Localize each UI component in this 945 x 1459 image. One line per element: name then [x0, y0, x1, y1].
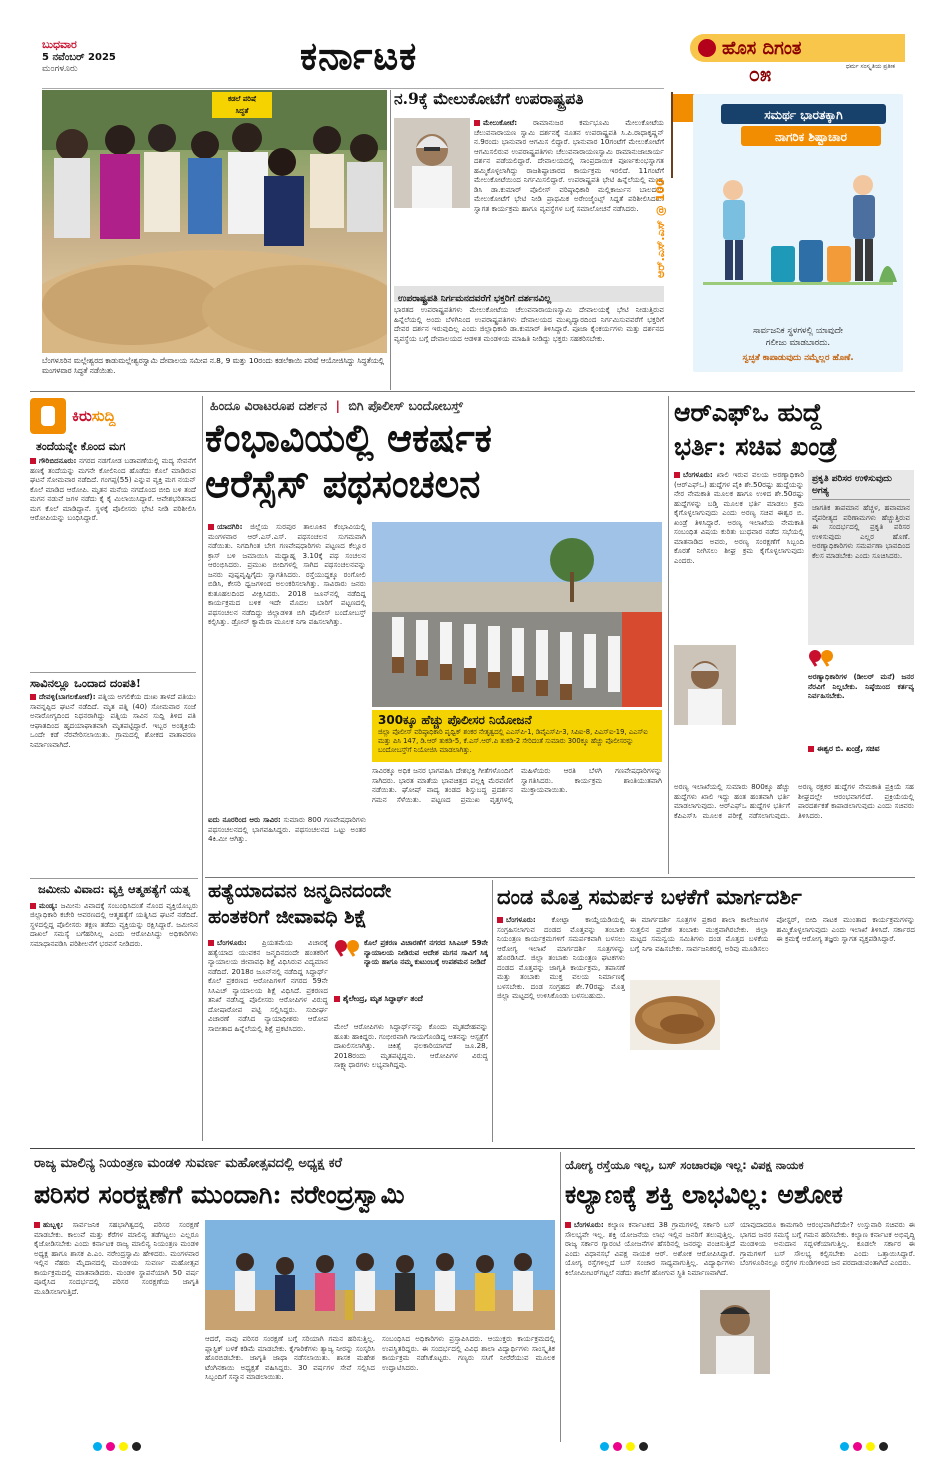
murder-quote-author-text: ಶೈಲೇಂದ್ರ, ಮೃತ ಸಿದ್ಧಾರ್ಥ್ ತಂದೆ: [343, 994, 423, 1003]
lead-body-text: ಜಿಲ್ಲೆಯ ಸುರಪುರ ತಾಲೂಕಿನ ಕೆಂಭಾವಿಯಲ್ಲಿ ಮಂಗಳವಾರ ಆರ್.ಎಸ್.ಎಸ್. ಪಥಸಂಚಲನ ಸುಗಮವಾಗಿ ನಡೆಯಿತು. ನಿಗದಿಗಿಂತ ಬೇಗ ಗಣವೇಷಧಾರಿಗಳು ಪಟ್ಟಣದ ಕೆಲ್ಲೂರ ಕ್ರಾಸ್ ಬಳಿ ಜಮಾಯಿಸಿ ಮಧ್ಯಾಹ್ನ 3.10ಕ್ಕೆ ಪಥ ಸಂಚಲನ ಆರಂಭಿಸಿದರು. ಪ್ರಮುಖ ಬೀದಿಗಳಲ್ಲಿ ಸಾಗಿದ ಪಥಸಂಚಲನವನ್ನು ಜನರು ಪುಷ್ಪವೃಷ್ಟಿಗೈದು ಸ್ವಾಗತಿಸಿದರು. ರಸ್ತೆಯುದ್ದಕ್ಕೂ ರಂಗೋಲಿ ಬಿಡಿಸಿ, ಕೇಸರಿ ಧ್ವಜಗಳಿಂದ ಅಲಂಕರಿಸಲಾಗಿತ್ತು. ಸಾವಿರಾರು ಜನರು ಕುತೂಹಲದಿಂದ ವೀಕ್ಷಿಸಿದರು. 2018 ಜೂನ್‌ನಲ್ಲಿ ನಡೆದಿದ್ದ ಕಾರ್ಯಕ್ರಮದ ಬಳಿಕ ಇದೇ ಮೊದಲ ಬಾರಿಗೆ ಪಟ್ಟಣದಲ್ಲಿ ಪಥಸಂಚಲನ ನಡೆದಿದ್ದು ಜಿಲ್ಲಾಡಳಿತ ಬಿಗಿ ಪೊಲೀಸ್ ಬಂದೋಬಸ್ತ್ ಕಲ್ಪಿಸಿತ್ತು. ಡ್ರೋನ್ ಕ್ಯಾಮೆರಾ ಮೂಲಕ ನಿಗಾ ವಹಿಸಲಾಗಿತ್ತು.: [208, 522, 366, 626]
lead-dateline: ಯಾದಗಿರಿ:: [217, 522, 243, 531]
issue-city: ಮಂಗಳೂರು: [42, 64, 78, 75]
lead-body-col2: ಸಾವಿರಕ್ಕೂ ಅಧಿಕ ಜನರ ಭಾಗವಹಿಸಿ ದೇಶಭಕ್ತಿ ಗೀತೆಗಳೊಂದಿಗೆ ಸಾಗಿದರು. ಭಾರತ ಮಾತೆಯ ಭಾವಚಿತ್ರದ ಪಲ್ಲಕ್ಕಿ ಮೆರವಣಿಗೆ ನಡೆಯಿತು. ಘೋಷ್ ವಾದ್ಯ ತಂಡದ ಶಿಸ್ತುಬದ್ಧ ಪ್ರದರ್ಶನ ಗಮನ ಸೆಳೆಯಿತು. ಪಟ್ಟಣದ ಪ್ರಮುಖ ವೃತ್ತಗಳಲ್ಲಿ ಮಹಿಳೆಯರು ಆರತಿ ಬೆಳಗಿ ಗಣವೇಷಧಾರಿಗಳನ್ನು ಸ್ವಾಗತಿಸಿದರು. ಕಾರ್ಯಕ್ರಮ ಶಾಂತಿಯುತವಾಗಿ ಮುಕ್ತಾಯವಾಯಿತು.: [372, 766, 662, 804]
kiru-item3-text: ಜಮೀನು ವಿವಾದಕ್ಕೆ ಸಂಬಂಧಿಸಿದಂತೆ ನೊಂದ ವ್ಯಕ್ತಿಯೊಬ್ಬರು ಜಿಲ್ಲಾಧಿಕಾರಿ ಕಚೇರಿ ಆವರಣದಲ್ಲಿ ಆತ್ಮಹತ್ಯೆಗೆ ಯತ್ನಿಸಿದ ಘಟನೆ ನಡೆದಿದೆ. ಸ್ಥಳದಲ್ಲಿದ್ದ ಪೊಲೀಸರು ತಕ್ಷಣ ತಡೆದು ವ್ಯಕ್ತಿಯನ್ನು ರಕ್ಷಿಸಿದ್ದಾರೆ. ಜಮೀನಿನ ದಾಖಲೆ ಸಮಸ್ಯೆ ಬಗೆಹರಿಸಿಲ್ಲ ಎಂದು ಆರೋಪಿಸಿದ್ದು ಅಧಿಕಾರಿಗಳು ಸಮಾಧಾನಪಡಿಸಿ ಪರಿಶೀಲನೆಗೆ ಭರವಸೆ ನೀಡಿದರು.: [30, 900, 198, 948]
kiru-item2-body: [30, 692, 196, 864]
recycle-bins-illustration: [693, 150, 903, 320]
kirusuddi-column: [30, 396, 198, 874]
bullet-icon: [208, 524, 214, 530]
rfo-dateline: ಬೆಂಗಳೂರು:: [683, 470, 713, 479]
column-divider: [560, 1152, 561, 1442]
kiru-item3-dateline: ಮಂಡ್ಯ:: [39, 900, 58, 910]
tobacco-body-text: ಕೋಟ್ಪಾ ಕಾಯ್ದೆಯಡಿಯಲ್ಲಿ ಸಂಗ್ರಹಿಸಲಾಗುವ ದಂಡದ ಮೊತ್ತವನ್ನು ತಂಬಾಕು ನಿಯಂತ್ರಣ ಕಾರ್ಯಕ್ರಮಗಳಿಗೆ ಸಮರ್ಪಕವಾಗಿ ಬಳಸಲು ಆರೋಗ್ಯ ಇಲಾಖೆ ಮಾರ್ಗದರ್ಶಿ ಸೂತ್ರಗಳನ್ನು ಹೊರಡಿಸಿದೆ. ಜಿಲ್ಲಾ ತಂಬಾಕು ನಿಯಂತ್ರಣ ಘಟಕಗಳು ದಂಡದ ಮೊತ್ತವನ್ನು ಜಾಗೃತಿ ಕಾರ್ಯಕ್ರಮ, ತಪಾಸಣೆ ಮತ್ತು ತಂಬಾಕು ಮುಕ್ತ ವಲಯ ನಿರ್ಮಾಣಕ್ಕೆ ಬಳಸಬೇಕು. ದಂಡ ಸಂಗ್ರಹದ ಶೇ.70ರಷ್ಟು ಮೊತ್ತ ಜಿಲ್ಲಾ ಮಟ್ಟದಲ್ಲಿ ಉಳಿಸಿಕೊಂಡು ಬಳಸಬಹುದು.: [497, 915, 625, 1000]
rfo-body: [674, 470, 804, 640]
promo-msg-3: ಸ್ವಚ್ಛತೆ ಕಾಪಾಡುವುದು ನಮ್ಮೆಲ್ಲರ ಹೊಣೆ.: [742, 353, 854, 363]
kiru-item3-title: ಜಮೀನು ವಿವಾದ: ವ್ಯಕ್ತಿ ಆತ್ಮಹತ್ಯೆಗೆ ಯತ್ನ: [30, 878, 198, 898]
registration-dot: [879, 1442, 888, 1451]
promo-title-1: [721, 104, 886, 124]
tobacco-body2: ಈ ಮಾರ್ಗದರ್ಶಿ ಸೂತ್ರಗಳ ಪ್ರಕಾರ ಶಾಲಾ ಕಾಲೇಜುಗಳ ಸುತ್ತಲಿನ ಪ್ರದೇಶ ತಂಬಾಕು ಮುಕ್ತವಾಗಿರಬೇಕು. ಜಿಲ್ಲಾ ಮಟ್ಟದ ಸಮನ್ವಯ ಸಮಿತಿಗಳು ದಂಡ ಮೊತ್ತದ ಬಳಕೆಯ ಬಗ್ಗೆ ನಿಗಾ ವಹಿಸಬೇಕು. ಸಾರ್ವಜನಿಕರಲ್ಲಿ ಅರಿವು ಮೂಡಿಸಲು ಪೋಸ್ಟರ್, ಬೀದಿ ನಾಟಕ ಮುಂತಾದ ಕಾರ್ಯಕ್ರಮಗಳನ್ನು ಹಮ್ಮಿಕೊಳ್ಳಲಾಗುವುದು ಎಂದು ಇಲಾಖೆ ತಿಳಿಸಿದೆ. ಸರ್ಕಾರದ ಈ ಕ್ರಮಕ್ಕೆ ಆರೋಗ್ಯ ತಜ್ಞರು ಸ್ವಾಗತ ವ್ಯಕ್ತಪಡಿಸಿದ್ದಾರೆ.: [630, 915, 915, 953]
brand-tagline: ಧರ್ಮ ಸಂಸ್ಕೃತಿಯ ಪ್ರತೀಕ: [845, 63, 895, 70]
brand-name: ಹೊಸ ದಿಗಂತ: [722, 37, 802, 59]
police-box-body: ಜಿಲ್ಲಾ ಪೊಲೀಸ್ ವರಿಷ್ಠಾಧಿಕಾರಿ ಪೃಥ್ವಿಕ್ ಶಂಕರ ನೇತೃತ್ವದಲ್ಲಿ ಎಎಸ್‌ಪಿ-1, ಡಿವೈಎಸ್‌ಪಿ-3, ಸಿಪಿಐ-8, ಪಿಎಸ್‌ಐ-19, ಎಎಸ್‌ಐ ಮತ್ತು ಪಿಸಿ 147, ಡಿ.ಆರ್ ತುಕಡಿ-5, ಕೆ.ಎಸ್.ಆರ್.ಪಿ ತುಕಡಿ-2 ಸೇರಿದಂತೆ ಸುಮಾರು 300ಕ್ಕೂ ಹೆಚ್ಚು ಪೊಲೀಸರನ್ನು ಬಂದೋಬಸ್ತ್‌ಗೆ ನಿಯೋಜಿಸಿ ಮಾಡಲಾಗಿತ್ತು.: [378, 728, 648, 754]
rfo-quote-author-text: ಈಶ್ವರ ಬಿ. ಖಂಡ್ರೆ, ಸಚಿವ: [817, 744, 880, 753]
pollution-body-text: ಸಾರ್ವಜನಿಕ ಸಹಭಾಗಿತ್ವದಲ್ಲಿ ಪರಿಸರ ಸಂರಕ್ಷಣೆ ಮಾಡಬೇಕು. ಕಾಲುವೆ ಮತ್ತು ಕೆರೆಗಳ ಮಾಲಿನ್ಯ ತಡೆಗಟ್ಟಲು ಎಲ್ಲರೂ ಕೈಜೋಡಿಸಬೇಕು ಎಂದು ಕರ್ನಾಟಕ ರಾಜ್ಯ ಮಾಲಿನ್ಯ ನಿಯಂತ್ರಣ ಮಂಡಳಿ ಅಧ್ಯಕ್ಷ ಹಾಗೂ ಶಾಸಕ ಪಿ.ಎಂ. ನರೇಂದ್ರಸ್ವಾಮಿ ಹೇಳಿದರು. ಮಂಗಳವಾರ ಇಲ್ಲಿನ ನೆಹರು ಮೈದಾನದಲ್ಲಿ ಮಂಡಳಿಯ ಸುವರ್ಣ ಮಹೋತ್ಸವ ಕಾರ್ಯಕ್ರಮದಲ್ಲಿ ಮಾತನಾಡಿದರು. ಮಂಡಳಿ ಸ್ಥಾಪನೆಯಾಗಿ 50 ವರ್ಷ ಪೂರೈಸಿದ ಸಂದರ್ಭದಲ್ಲಿ ಪರಿಸರ ಸಂರಕ್ಷಣೆಯ ಜಾಗೃತಿ ಮೂಡಿಸಲಾಗುತ್ತಿದೆ.: [34, 1220, 199, 1296]
khandre-portrait: [674, 645, 736, 725]
promo-msg-1: ಸಾರ್ವಜನಿಕ ಸ್ಥಳಗಳಲ್ಲಿ ಯಾವುದೇ: [753, 326, 843, 336]
promo-panel: [654, 88, 911, 375]
rfo-quote-author: [808, 744, 914, 754]
lead-headline-2: ಆರೆಸ್ಸೆಸ್ ಪಥಸಂಚಲನ: [205, 461, 481, 506]
vp-subhead-bar: [394, 286, 664, 302]
vp-body: [394, 118, 664, 283]
khandre-portrait-illustration: [674, 645, 736, 725]
registration-dot: [840, 1442, 849, 1451]
registration-dot: [106, 1442, 115, 1451]
ashok-dateline: ಬೆಂಗಳೂರು:: [574, 1220, 604, 1229]
kirusuddi-label-a: ಕಿರು: [72, 407, 92, 425]
registration-dot: [93, 1442, 102, 1451]
photo-caption: ಬೆಂಗಳೂರಿನ ಮಲ್ಲೇಶ್ವರದ ಕಾಡುಮಲ್ಲೇಶ್ವರಸ್ವಾಮಿ ದೇವಾಲಯ ಸಮೀಪ ನ.8, 9 ಮತ್ತು 10ರಂದು ಕಡಲೆಕಾಯಿ ಪರಿಷೆ ಆಯೋಜಿಸಿದ್ದು ಸಿದ್ಧತೆಯಲ್ಲಿ ಮಂಗಳವಾರ ಸಿದ್ಧತೆ ನಡೆಯಿತು.: [42, 356, 385, 375]
murder-quote-text: ಕೊಲೆ ಪ್ರಕರಣ ವಿಚಾರಣೆಗೆ ನಗರದ ಸಿಸಿಎಚ್ 59ನೇ ನ್ಯಾಯಾಲಯ ನೀಡಿರುವ ಆದೇಶ ಮಗನ ಸಾವಿಗೆ ಸಿಕ್ಕ ನ್ಯಾಯ ಹಾಗೂ ನಮ್ಮ ಕುಟುಂಬಕ್ಕೆ ಉಪಶಮನ ನೀಡಿದೆ: [364, 938, 488, 966]
pollution-body: [34, 1220, 199, 1440]
bullet-icon: [497, 917, 503, 923]
registration-dot: [132, 1442, 141, 1451]
kadale-parishe-photo: [42, 90, 387, 353]
murder-quote-author: [334, 994, 488, 1004]
pollution-event-photo: [205, 1220, 555, 1330]
stage-illustration: [205, 1220, 555, 1330]
police-box-title: 300ಕ್ಕೂ ಹೆಚ್ಚು ಪೊಲೀಸರ ನಿಯೋಜನೆ: [378, 713, 532, 727]
registration-dot: [600, 1442, 609, 1451]
registration-dot: [119, 1442, 128, 1451]
ashok-headline: ಕಲ್ಯಾಣಕ್ಕೆ ಶಕ್ತಿ ಲಾಭವಿಲ್ಲ: ಅಶೋಕ: [565, 1180, 843, 1209]
police-deployment-box: [372, 710, 662, 762]
vp-dateline: ಮೇಲುಕೋಟೆ:: [483, 118, 518, 127]
registration-dot: [626, 1442, 635, 1451]
kiru-item1-title: ತಂದೆಯನ್ನೇ ಕೊಂದ ಮಗ: [36, 440, 126, 453]
promo-msg-2: ಗಲೀಜು ಮಾಡಬಾರದು.: [765, 338, 831, 348]
vp-headline: ನ.9ಕ್ಕೆ ಮೇಲುಕೋಟೆಗೆ ಉಪರಾಷ್ಟ್ರಪತಿ: [394, 89, 584, 108]
kiru-item3: [30, 878, 198, 1140]
photo-tag: [212, 92, 272, 118]
kiru-item1-dateline: ಗೌರಿಬಿದನೂರು:: [39, 456, 77, 465]
kirusuddi-label-b: ಸುದ್ದಿ: [91, 407, 116, 425]
rfo-sidebox-title: ಪ್ರಕೃತಿ ಪರಿಸರ ಉಳಿಸುವುದು ಅಗತ್ಯ: [812, 474, 910, 500]
bullet-icon: [30, 458, 36, 464]
tobacco-dateline: ಬೆಂಗಳೂರು:: [506, 915, 536, 924]
crowd-illustration: [42, 90, 387, 353]
quote-icon: [334, 938, 360, 958]
column-divider: [202, 396, 203, 1141]
lead-kicker-right: ಬಿಗಿ ಪೊಲೀಸ್ ಬಂದೋಬಸ್ತ್: [348, 398, 463, 413]
rss-march-photo: [372, 522, 662, 707]
pollution-body3: ಸಂಬಂಧಿಸಿದ ಅಧಿಕಾರಿಗಳು ಪ್ರಸ್ತಾಪಿಸಿದರು. ಆಯುಕ್ತರು ಕಾರ್ಯಕ್ರಮದಲ್ಲಿ ಉಪಸ್ಥಿತರಿದ್ದರು. ಈ ಸಂದರ್ಭದಲ್ಲಿ ವಿವಿಧ ಶಾಲಾ ವಿದ್ಯಾರ್ಥಿಗಳು ಸಾಂಸ್ಕೃತಿಕ ಕಾರ್ಯಕ್ರಮ ನಡೆಸಿಕೊಟ್ಟರು. ಗಣ್ಯರು ಸಸಿಗೆ ನೀರೆರೆಯುವ ಮೂಲಕ ಉದ್ಘಾಟಿಸಿದರು.: [382, 1334, 555, 1372]
page-number: ೦೫: [748, 62, 772, 86]
vp-subhead: ಉಪರಾಷ್ಟ್ರಪತಿ ನಿರ್ಗಮನದವರೆಗೆ ಭಕ್ತರಿಗೆ ದರ್ಶನವಿಲ್ಲ: [398, 294, 552, 304]
kiru-item1-body: [30, 456, 196, 656]
kiru-item3-body: [30, 901, 198, 1121]
section-title: ಕರ್ನಾಟಕ: [300, 34, 418, 78]
bullet-icon: [208, 940, 214, 946]
promo-badge: ಆರ್.ಎಸ್.ಎಸ್ @ 100: [654, 178, 667, 278]
issue-date-block: [42, 38, 152, 76]
kirusuddi-badge: [30, 396, 135, 436]
vp-body2: ಭಾರತದ ಉಪರಾಷ್ಟ್ರಪತಿಗಳು ಮೇಲುಕೋಟೆಯ ಚೆಲುವನಾರಾಯಣಸ್ವಾಮಿ ದೇವಾಲಯಕ್ಕೆ ಭೇಟಿ ನೀಡುತ್ತಿರುವ ಹಿನ್ನೆಲೆಯಲ್ಲಿ ಅಂದು ಬೆಳಗಿನಿಂದ ಉಪರಾಷ್ಟ್ರಪತಿಗಳು ದೇವಾಲಯದ ಮುಖ್ಯದ್ವಾರದಿಂದ ನಿರ್ಗಮಿಸುವವರೆಗೆ ಭಕ್ತರಿಗೆ ದೇವರ ದರ್ಶನ ಇರುವುದಿಲ್ಲ ಎಂದು ಜಿಲ್ಲಾಧಿಕಾರಿ ಡಾ.ಕುಮಾರ್ ತಿಳಿಸಿದ್ದಾರೆ. ಪೂಜಾ ಕೈಂಕರ್ಯಗಳು ಮತ್ತು ದರ್ಶನದ ವ್ಯವಸ್ಥೆಯ ಬಗ್ಗೆ ದೇವಾಲಯದ ಆಡಳಿತ ಮಂಡಳಿಯ ಮಾಹಿತಿ ನೀಡಿದ್ದು ಭಕ್ತರು ಸಹಕರಿಸಬೇಕು.: [394, 305, 664, 343]
section-rule: [205, 877, 915, 878]
lead-note-label: ಐದು ನೂರರಿಂದ ಆರು ಸಾವಿರ:: [208, 815, 281, 824]
lead-headline-1: ಕೆಂಭಾವಿಯಲ್ಲಿ ಆಕರ್ಷಕ: [205, 415, 492, 460]
promo-title-2: [741, 126, 881, 146]
rfo-body2: ಅರಣ್ಯ ಇಲಾಖೆಯಲ್ಲಿ ಸುಮಾರು 800ಕ್ಕೂ ಹೆಚ್ಚು ಹುದ್ದೆಗಳು ಖಾಲಿ ಇದ್ದು ಹಂತ ಹಂತವಾಗಿ ಭರ್ತಿ ಮಾಡಲಾಗುವುದು. ಆರ್‌ಎಫ್‌ಒ ಹುದ್ದೆಗಳ ಭರ್ತಿಗೆ ಕೆಪಿಎಸ್‌ಸಿ ಮೂಲಕ ಪರೀಕ್ಷೆ ನಡೆಸಲಾಗುವುದು. ಅರಣ್ಯ ರಕ್ಷಕರ ಹುದ್ದೆಗಳ ನೇಮಕಾತಿ ಪ್ರಕ್ರಿಯೆ ಸಹ ಶೀಘ್ರದಲ್ಲೇ ಆರಂಭವಾಗಲಿದೆ. ಪ್ರಕ್ರಿಯೆಯಲ್ಲಿ ಪಾರದರ್ಶಕತೆ ಕಾಪಾಡಲಾಗುವುದು ಎಂದು ಸಚಿವರು ತಿಳಿಸಿದರು.: [674, 782, 914, 820]
ashok-kicker: ಯೋಗ್ಯ ರಸ್ತೆಯೂ ಇಲ್ಲ, ಬಸ್ ಸಂಚಾರವೂ ಇಲ್ಲ: ವಿಪಕ್ಷ ನಾಯಕ: [565, 1158, 804, 1172]
bullet-icon: [474, 120, 480, 126]
photo-tag-line2: ಸಿದ್ಧತೆ: [235, 107, 249, 115]
murder-dateline: ಬೆಂಗಳೂರು:: [217, 938, 247, 947]
rfo-quote: [808, 648, 914, 778]
pollution-kicker: ರಾಜ್ಯ ಮಾಲಿನ್ಯ ನಿಯಂತ್ರಣ ಮಂಡಳಿ ಸುವರ್ಣ ಮಹೋತ್ಸವದಲ್ಲಿ ಅಧ್ಯಕ್ಷ ಕರೆ: [34, 1156, 343, 1171]
pollution-headline: ಪರಿಸರ ಸಂರಕ್ಷಣೆಗೆ ಮುಂದಾಗಿ: ನರೇಂದ್ರಸ್ವಾಮಿ: [34, 1180, 405, 1209]
lead-kicker-sep: |: [335, 398, 341, 413]
registration-dot: [613, 1442, 622, 1451]
bullet-icon: [334, 996, 340, 1002]
bullet-icon: [30, 694, 36, 700]
kiru-item2-title: ಸಾವಿನಲ್ಲೂ ಒಂದಾದ ದಂಪತಿ!: [30, 672, 196, 691]
masthead: [0, 0, 945, 92]
lead-note-body: ಸುಮಾರು 800 ಗಣವೇಷಧಾರಿಗಳು ಪಥಸಂಚಲನದಲ್ಲಿ ಭಾಗವಹಿಸಿದ್ದರು. ಪಥಸಂಚಲನದ ಒಟ್ಟು ಅಂತರ 4ಕಿ.ಮೀ ಆಗಿತ್ತು.: [208, 815, 366, 843]
promo-title-2-text: ನಾಗರಿಕ ಶಿಷ್ಟಾಚಾರ: [775, 130, 847, 144]
murder-headline-2: ಹಂತಕರಿಗೆ ಜೀವಾವಧಿ ಶಿಕ್ಷೆ: [208, 906, 367, 928]
kiru-item2-dateline: ದೇವಳ್ಳಿ(ಬಾಗಲಕೋಟೆ):: [39, 692, 96, 701]
registration-dot: [866, 1442, 875, 1451]
march-illustration: [372, 522, 662, 707]
murder-quote: [334, 938, 488, 1018]
rfo-sidebox-body: ಜಾಗತಿಕ ತಾಪಮಾನ ಹೆಚ್ಚಳ, ಹವಾಮಾನ ವೈಪರೀತ್ಯದ ಪರಿಣಾಮಗಳು ಹೆಚ್ಚುತ್ತಿರುವ ಈ ಸಂದರ್ಭದಲ್ಲಿ ಪ್ರಕೃತಿ ಪರಿಸರ ಉಳಿಸುವುದು ಎಲ್ಲರ ಹೊಣೆ. ಅರಣ್ಯಾಧಿಕಾರಿಗಳು ಸಮರ್ಪಣಾ ಭಾವದಿಂದ ಕೆಲಸ ಮಾಡಬೇಕು ಎಂದು ಸೂಚಿಸಿದರು.: [812, 503, 910, 560]
lead-note: [208, 815, 366, 867]
bullet-icon: [565, 1222, 571, 1228]
lead-body-col1: [208, 522, 366, 812]
registration-dot: [853, 1442, 862, 1451]
hand-icon: [30, 398, 66, 434]
vp-body-text: ರಾಮಾನುಜರ ಕರ್ಮಭೂಮಿ ಮೇಲುಕೋಟೆಯ ಚೆಲುವನಾರಾಯಣ ಸ್ವಾಮಿ ದರ್ಶನಕ್ಕೆ ನೂತನ ಉಪರಾಷ್ಟ್ರಪತಿ ಸಿ.ಪಿ.ರಾಧಾಕೃಷ್ಣನ್ ನ.9ರಂದು ಭಾನುವಾರ ಆಗಮಿಸ ಲಿದ್ದಾರೆ. ಭಾನುವಾರ 10ಗಂಟೆಗೆ ಮೇಲುಕೋಟೆಗೆ ಆಗಮಿಸಲಿರುವ ಉಪರಾಷ್ಟ್ರಪತಿಗಳು ಚೆಲುವನಾರಾಯಣಸ್ವಾಮಿ ರಾಮಾನುಜಾಚಾರ್ಯ ದರ್ಶನ ಪಡೆಯಲಿದ್ದಾರೆ. ದೇವಾಲಯದಲ್ಲಿ ಸಾಂಪ್ರದಾಯಿಕ ಪೂರ್ಣಕುಂಭಸ್ವಾಗತ ಹಮ್ಮಿಕೊಳ್ಳಲಾಗಿದ್ದು ರಾಜಶಿಷ್ಟಾಚಾರದ ಕಾರ್ಯಕ್ರಮ ಇರಲಿದೆ. 11ಗಂಟೆಗೆ ಮೇಲುಕೋಟೆಯಿಂದ ನಿರ್ಗಮಿಸಲಿದ್ದಾರೆ. ಉಪರಾಷ್ಟ್ರಪತಿ ಭೇಟಿ ಹಿನ್ನೆಲೆಯಲ್ಲಿ ಮಂಡ್ಯ ಡಿಸಿ ಡಾ.ಕುಮಾರ್ ಪೊಲೀಸ್ ವರಿಷ್ಠಾಧಿಕಾರಿ ಮಲ್ಲಿಕಾರ್ಜುನ ಬಾಲದಂಡಿ ಮೇಲುಕೋಟೆಗೆ ಭೇಟಿ ನೀಡಿ ಪ್ರಾಥಮಿಕ ಅರೇಂಜ್ಮೆಂಟ್ಸ್ ಸಿದ್ದತೆ ಪರಿಶೀಲಿಸಿದರು. ಸ್ವಾಗತ ಕಾರ್ಯಕ್ರಮ ಹಾಗೂ ವ್ಯವಸ್ಥೆಗಳ ಬಗ್ಗೆ ಸಮಾಲೋಚನೆ ನಡೆಸಿದರು.: [474, 118, 664, 213]
kiru-item2-text: ಪತ್ನಿಯ ಅಗಲಿಕೆಯ ದುಃಖ ತಾಳದೆ ಪತಿಯು ಸಾವನ್ನಪ್ಪಿದ ಘಟನೆ ನಡೆದಿದೆ. ಮೃತ ಪತ್ನಿ (40) ಸೋಮವಾರ ಸಂಜೆ ಅನಾರೋಗ್ಯದಿಂದ ನಿಧನರಾಗಿದ್ದು ಪತ್ನಿಯ ಸಾವಿನ ಸುದ್ದಿ ತಿಳಿದ ಪತಿ ಆಘಾತದಿಂದ ಹೃದಯಾಘಾತವಾಗಿ ಮೃತಪಟ್ಟಿದ್ದಾರೆ. ಇಬ್ಬರ ಅಂತ್ಯಕ್ರಿಯೆ ಒಂದೇ ಕಡೆ ನೆರವೇರಿಸಲಾಯಿತು. ಗ್ರಾಮದಲ್ಲಿ ಶೋಕದ ವಾತಾವರಣ ನಿರ್ಮಾಣವಾಗಿದೆ.: [30, 692, 196, 749]
pollution-body2: ಆದರೆ, ನಾವು ಪರಿಸರ ಸಂರಕ್ಷಣೆ ಬಗ್ಗೆ ಸರಿಯಾಗಿ ಗಮನ ಹರಿಸುತ್ತಿಲ್ಲ. ಪ್ಲಾಸ್ಟಿಕ್ ಬಳಕೆ ಕಡಿಮೆ ಮಾಡಬೇಕು. ಕೈಗಾರಿಕೆಗಳು ತ್ಯಾಜ್ಯ ನೀರನ್ನು ಸಂಸ್ಕರಿಸಿ ಹೊರಬಿಡಬೇಕು. ಜಾಗೃತಿ ಜಾಥಾ ನಡೆಸಲಾಯಿತು. ಶಾಸಕ ಮಹೇಶ ಟೆಂಗಿನಕಾಯಿ ಅಧ್ಯಕ್ಷತೆ ವಹಿಸಿದ್ದರು. 30 ವರ್ಷಗಳ ಸೇವೆ ಸಲ್ಲಿಸಿದ ಸಿಬ್ಬಂದಿಗೆ ಸನ್ಮಾನ ಮಾಡಲಾಯಿತು.: [205, 1334, 375, 1381]
rfo-headline-2: ಭರ್ತಿ: ಸಚಿವ ಖಂಡ್ರೆ: [674, 432, 838, 461]
photo-tag-line1: ಕಡಲೆ ಪರಿಷೆ: [227, 95, 257, 103]
rfo-sidebox: [808, 470, 914, 645]
brand-logo: [690, 34, 905, 62]
quote-icon: [808, 648, 834, 668]
murder-body-text: ಪ್ರಿಯತಮೆಯ ವಿಚಾರಕ್ಕೆ ಹತ್ಯೆಯಾದ ಯುವಕನ ಜನ್ಮದಿನದಂದೇ ಹಂತಕರಿಗೆ ನ್ಯಾಯಾಲಯ ಜೀವಾವಧಿ ಶಿಕ್ಷೆ ವಿಧಿಸಿರುವ ವಿದ್ಯಮಾನ ನಡೆದಿದೆ. 2018ರ ಜೂನ್‌ನಲ್ಲಿ ನಡೆದಿದ್ದ ಸಿದ್ಧಾರ್ಥ್ ಕೊಲೆ ಪ್ರಕರಣದ ಆರೋಪಿಗಳಿಗೆ ನಗರದ 59ನೇ ಸಿಸಿಎಚ್ ನ್ಯಾಯಾಲಯ ಶಿಕ್ಷೆ ವಿಧಿಸಿದೆ. ಪ್ರಕರಣದ ತನಿಖೆ ನಡೆಸಿದ್ದ ಪೊಲೀಸರು ಆರೋಪಿಗಳ ವಿರುದ್ಧ ದೋಷಾರೋಪ ಪಟ್ಟಿ ಸಲ್ಲಿಸಿದ್ದರು. ಸುದೀರ್ಘ ವಿಚಾರಣೆ ನಡೆಸಿದ ನ್ಯಾಯಾಧೀಶರು ಆರೋಪ ಸಾಬೀತಾದ ಹಿನ್ನೆಲೆಯಲ್ಲಿ ಶಿಕ್ಷೆ ಪ್ರಕಟಿಸಿದರು.: [208, 938, 328, 1033]
ashok-body-text: ಕಲ್ಯಾಣ ಕರ್ನಾಟಕದ 38 ಗ್ರಾಮಗಳಲ್ಲಿ ಸರ್ಕಾರಿ ಬಸ್ ಸೌಲಭ್ಯವೇ ಇಲ್ಲ. ಶಕ್ತಿ ಯೋಜನೆಯ ಲಾಭ ಇಲ್ಲಿನ ಜನರಿಗೆ ತಲುಪುತ್ತಿಲ್ಲ. ರಾಜ್ಯ ಸರ್ಕಾರ ಗ್ಯಾರಂಟಿ ಯೋಜನೆಗಳ ಹೆಸರಿನಲ್ಲಿ ಜನರನ್ನು ವಂಚಿಸುತ್ತಿದೆ ಎಂದು ವಿಧಾನಸಭೆ ವಿಪಕ್ಷ ನಾಯಕ ಆರ್. ಅಶೋಕ ಆರೋಪಿಸಿದ್ದಾರೆ. ಯೋಗ್ಯ ರಸ್ತೆಗಳಿಲ್ಲದೆ ಬಸ್ ಸಂಚಾರ ಸಾಧ್ಯವಾಗುತ್ತಿಲ್ಲ. ವಿದ್ಯಾರ್ಥಿಗಳು ಕಿಲೋಮೀಟರ್‌ಗಟ್ಟಲೆ ನಡೆದು ಶಾಲೆಗೆ ಹೋಗುವ ಸ್ಥಿತಿ ನಿರ್ಮಾಣವಾಗಿದೆ.: [565, 1220, 735, 1277]
issue-date: 5 ನವೆಂಬರ್ 2025: [42, 52, 116, 64]
lead-kicker-left: ಹಿಂದೂ ವಿರಾಟರೂಪ ದರ್ಶನ: [210, 398, 328, 413]
registration-dot: [639, 1442, 648, 1451]
murder-body: [208, 938, 328, 1143]
issue-day: ಬುಧವಾರ: [42, 38, 77, 51]
tobacco-body: [497, 915, 625, 1143]
kiru-item1-text: ನಗರದ ನಡಗೋಡ ಬಡಾವಣೆಯಲ್ಲಿ ಮದ್ಯ ಸೇವನೆಗೆ ಹಣಕ್ಕೆ ತಂದೆಯನ್ನು ಮಗನೇ ಕೋಲಿನಿಂದ ಹೊಡೆದು ಕೊಲೆ ಮಾಡಿರುವ ಘಟನೆ ಸೋಮವಾರ ನಡೆದಿದೆ. ಗಂಗಪ್ಪ(55) ಎನ್ನುವ ವ್ಯಕ್ತಿ ಮಗ ನಯನ್ ಕೊಲೆ ಮಾಡಿದ ಆರೋಪಿ. ಮೃತನ ಮನೆಯ ನಗದೊಂದ ಬೀದಿ ಬಳಿ ತಂದೆ ಮಗನ ನಡುವೆ ಜಗಳ ನಡೆದು ಕೈ ಕೈ ಮಿಲಾಯಿಸಿದ್ದಾರೆ. ಆವೇಶಭರಿತನಾದ ಮಗ ಕೊಲೆ ಮಾಡಿದ್ದಾನೆ. ಸ್ಥಳಕ್ಕೆ ಪೊಲೀಸರು ಭೇಟಿ ನೀಡಿ ಪರಿಶೀಲಿಸಿ ಆರೋಪಿಯನ್ನು ಬಂಧಿಸಿದ್ದಾರೆ.: [30, 456, 196, 522]
tobacco-headline: ದಂಡ ಮೊತ್ತ ಸಮರ್ಪಕ ಬಳಕೆಗೆ ಮಾರ್ಗದರ್ಶಿ: [497, 884, 802, 909]
section-rule: [30, 1148, 915, 1149]
rfo-body-text: ಖಾಲಿ ಇರುವ ವಲಯ ಅರಣ್ಯಾಧಿಕಾರಿ (ಆರ್‌ಎಫ್‌ಒ) ಹುದ್ದೆಗಳ ಪೈಕಿ ಶೇ.50ರಷ್ಟು ಹುದ್ದೆಯನ್ನು ನೇರ ನೇಮಕಾತಿ ಮೂಲಕ ಹಾಗೂ ಉಳಿದ ಶೇ.50ರಷ್ಟು ಹುದ್ದೆಗಳನ್ನು ಬಡ್ತಿ ಮೂಲಕ ಭರ್ತಿ ಮಾಡಲು ಕ್ರಮ ಕೈಗೊಳ್ಳಲಾಗುವುದು ಎಂದು ಅರಣ್ಯ ಸಚಿವ ಈಶ್ವರ ಬಿ. ಖಂಡ್ರೆ ತಿಳಿಸಿದ್ದಾರೆ. ಅರಣ್ಯ ಇಲಾಖೆಯ ನೇಮಕಾತಿ ಸಂಬಂಧಿತ ವಿಷಯ ಕುರಿತು ಬುಧವಾರ ನಡೆದ ಸಭೆಯಲ್ಲಿ ಮಾತನಾಡಿದ ಅವರು, ಅರಣ್ಯ ಸಂರಕ್ಷಣೆಗೆ ಸಿಬ್ಬಂದಿ ಕೊರತೆ ನೀಗಿಸಲು ಶೀಘ್ರ ಕ್ರಮ ಕೈಗೊಳ್ಳಲಾಗುವುದು ಎಂದರು.: [674, 470, 804, 565]
section-rule: [30, 391, 915, 392]
bullet-icon: [808, 746, 814, 752]
promo-card: [693, 94, 903, 372]
murder-headline-1: ಹತ್ಯೆಯಾದವನ ಜನ್ಮದಿನದಂದೇ: [208, 880, 392, 902]
murder-body2: ಮೇಲೆ ಆರೋಪಿಗಳು ಸಿದ್ಧಾರ್ಥ್‌ನನ್ನು ಕೊಂದು ಮೃತದೇಹವನ್ನು ಹೂತು ಹಾಕಿದ್ದರು. ಗಂಭೀರವಾಗಿ ಗಾಯಗೊಂಡಿದ್ದ ಆತನನ್ನು ಆಸ್ಪತ್ರೆಗೆ ದಾಖಲಿಸಲಾಗಿತ್ತು. ಚಿಕಿತ್ಸೆ ಫಲಕಾರಿಯಾಗದೆ ಜೂ.28, 2018ರಂದು ಮೃತಪಟ್ಟಿದ್ದನು. ಆರೋಪಿಗಳ ವಿರುದ್ಧ ಸಾಕ್ಷ್ಯಾಧಾರಗಳು ಲಭ್ಯವಾಗಿದ್ದವು.: [334, 1022, 488, 1069]
column-divider: [668, 396, 669, 874]
promo-title-1-text: ಸಮರ್ಥ ಭಾರತಕ್ಕಾಗಿ: [764, 108, 843, 122]
bullet-icon: [34, 1222, 40, 1228]
bullet-icon: [674, 472, 680, 478]
pollution-dateline: ಹುಬ್ಬಳ್ಳಿ:: [43, 1220, 64, 1229]
bullet-icon: [30, 903, 36, 909]
brand-lamp-icon: [698, 39, 716, 57]
rfo-headline-1: ಆರ್‌ಎಫ್‌ಒ ಹುದ್ದೆ: [674, 398, 823, 427]
lead-kicker: [210, 398, 660, 414]
column-divider: [492, 880, 493, 1142]
ashok-body2: ಯಾವುದಾದರೂ ಕಾಮಗಾರಿ ಆರಂಭವಾಗಿದೆಯೇ? ಉಸ್ತುವಾರಿ ಸಚಿವರು ಈ ಭಾಗದ ಜನರ ಸಮಸ್ಯೆ ಬಗ್ಗೆ ಗಮನ ಹರಿಸಬೇಕು. ಕಲ್ಯಾಣ ಕರ್ನಾಟಕ ಅಭಿವೃದ್ಧಿ ಮಂಡಳಿಯ ಅನುದಾನ ಸದ್ಬಳಕೆಯಾಗುತ್ತಿಲ್ಲ. ಕೂಡಲೇ ಸರ್ಕಾರ ಈ ಗ್ರಾಮಗಳಿಗೆ ಬಸ್ ಸೌಲಭ್ಯ ಕಲ್ಪಿಸಬೇಕು ಎಂದು ಒತ್ತಾಯಿಸಿದ್ದಾರೆ. ಬೆಂಗಳೂರಿನಲ್ಲೂ ರಸ್ತೆಗಳ ಗುಂಡಿಗಳಿಂದ ಜನ ಪರದಾಡುವಂತಾಗಿದೆ ಎಂದರು.: [740, 1220, 915, 1267]
column-divider: [390, 90, 391, 390]
rfo-quote-text: ಅರಣ್ಯಾಧಿಕಾರಿಗಳ (ಡೀಲರ್ ಮನೆ) ಜನರ ನೆರವಿಗೆ ನಿಲ್ಲಬೇಕು. ನಿಷ್ಠೆಯಿಂದ ಕರ್ತವ್ಯ ನಿರ್ವಹಿಸಬೇಕು.: [808, 672, 914, 700]
